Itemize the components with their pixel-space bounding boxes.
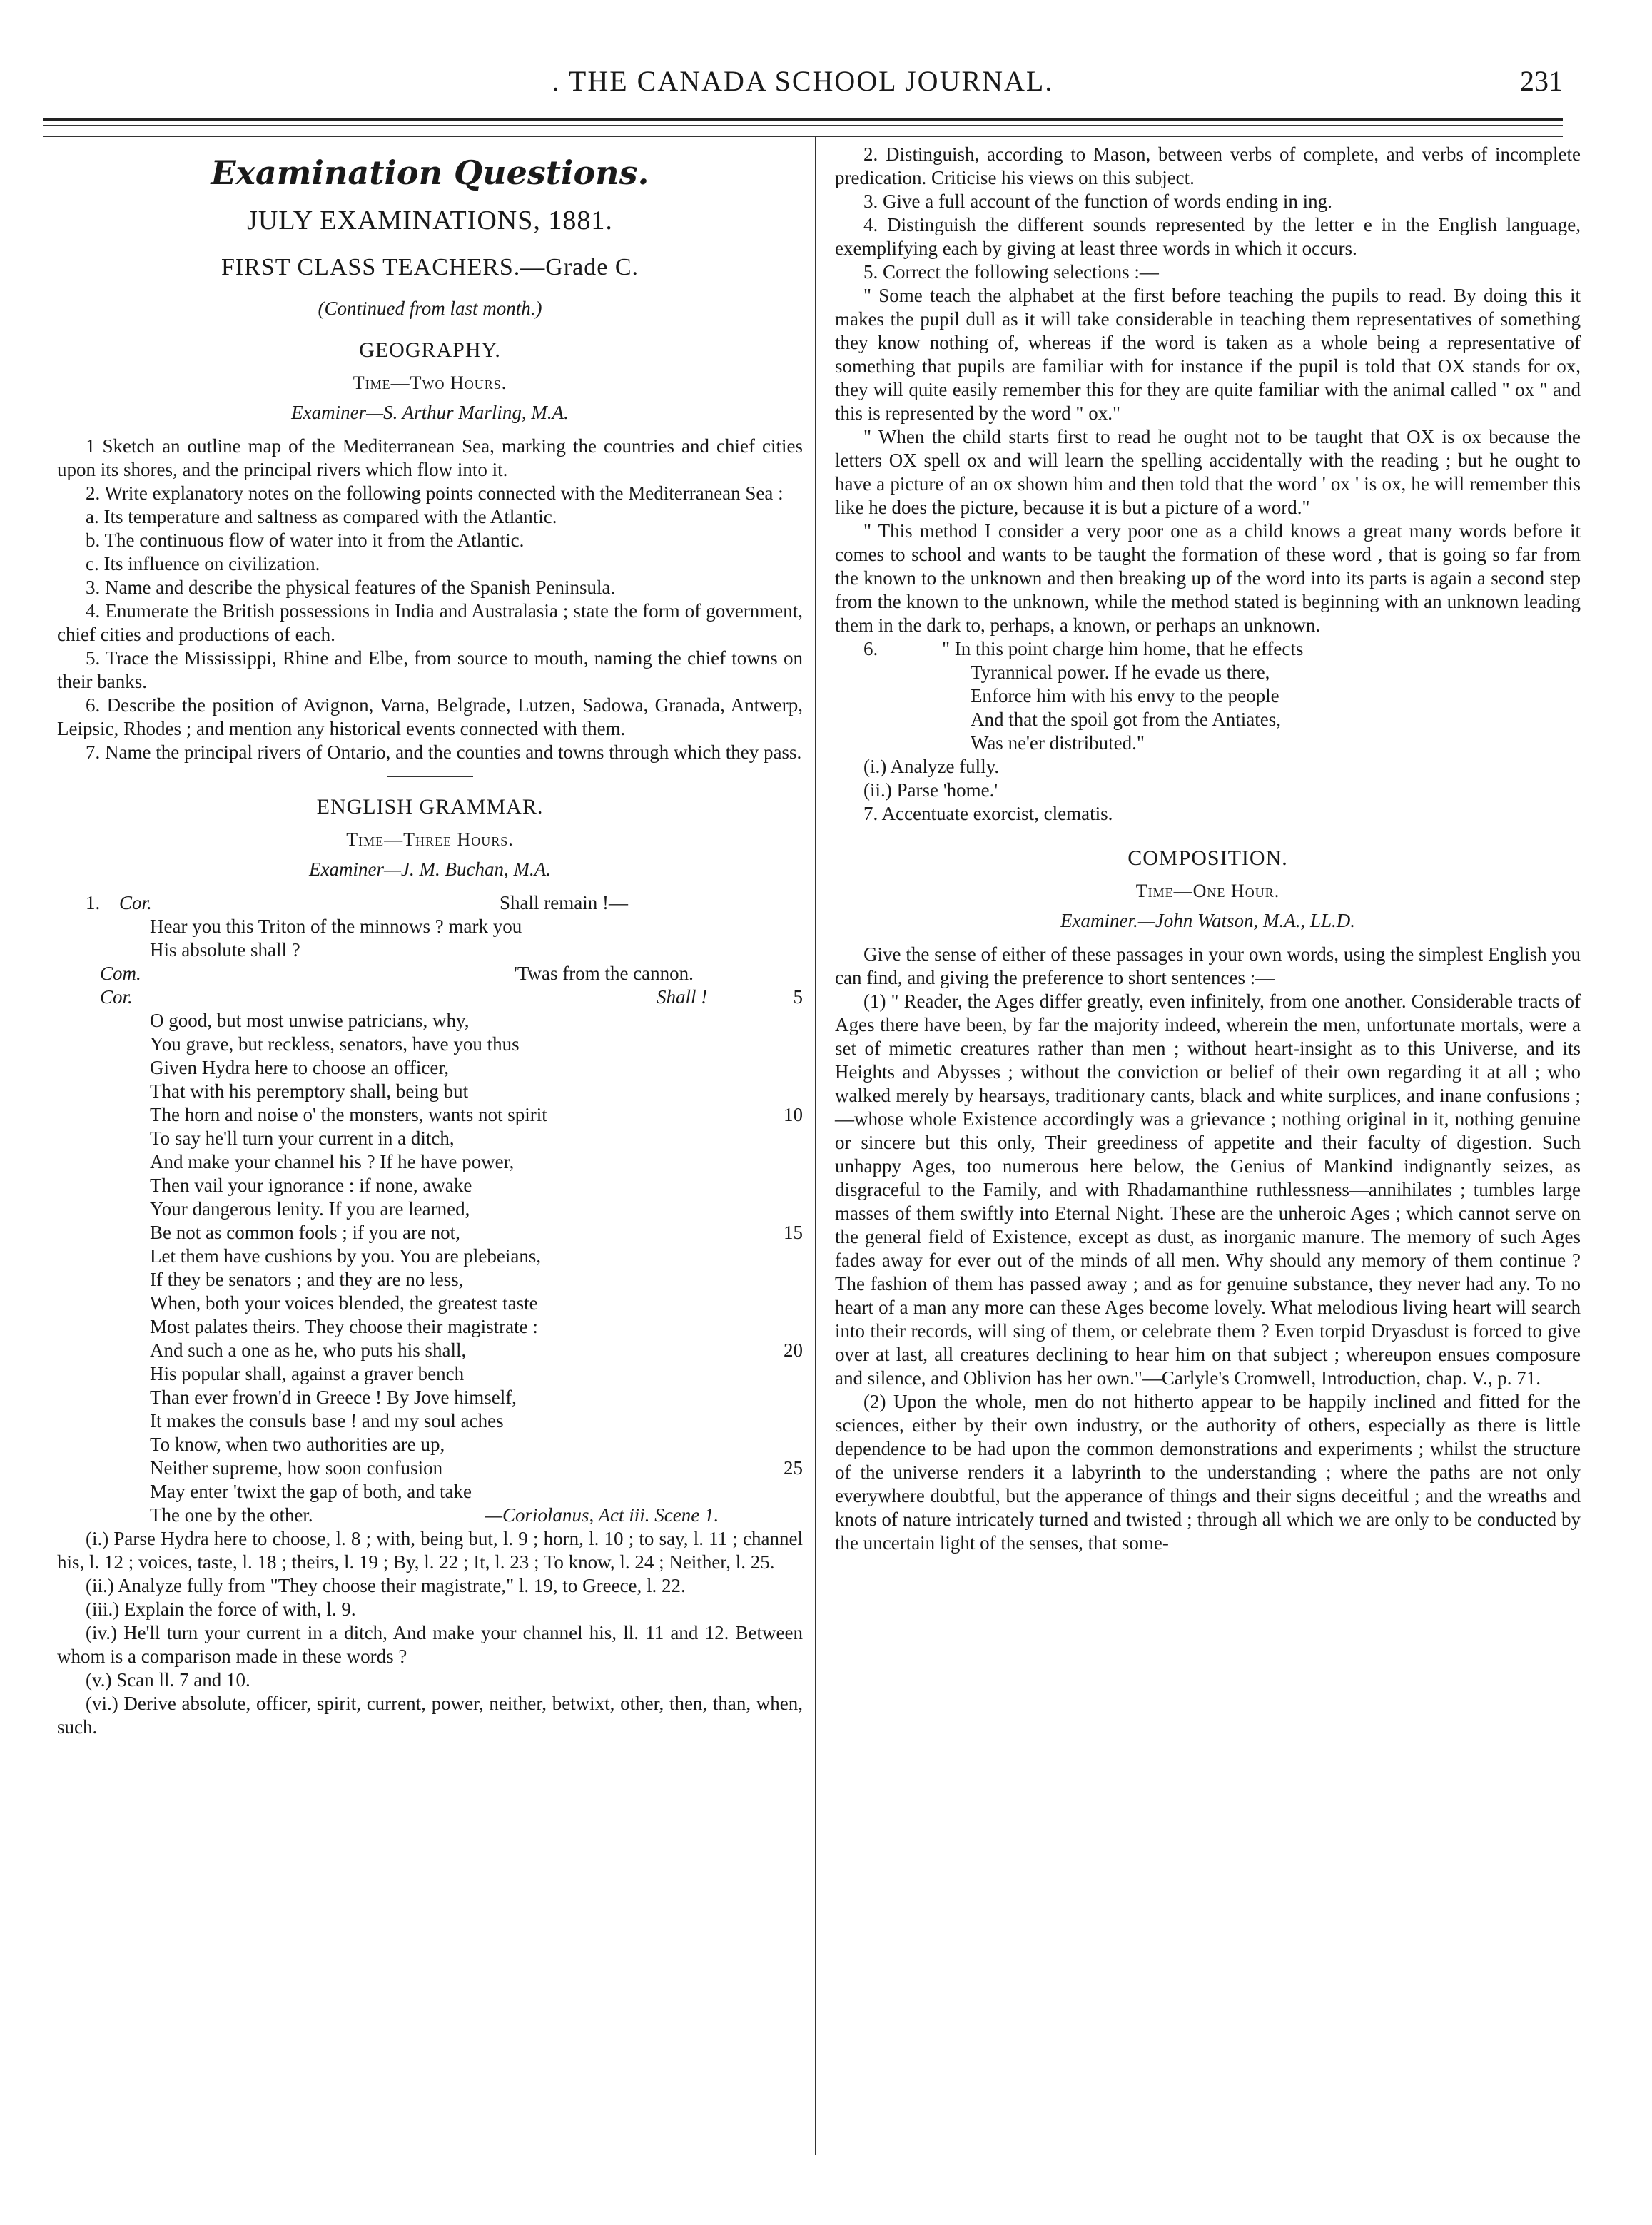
verse-line bbox=[100, 985, 803, 1009]
section-title: Examination Questions. bbox=[211, 153, 649, 192]
continued-note: (Continued from last month.) bbox=[318, 298, 542, 319]
verse-line bbox=[150, 1103, 803, 1127]
question-number: 6. bbox=[863, 638, 878, 659]
geo-question: 3. Name and describe the physical features of the Spanish Peninsula. bbox=[86, 577, 616, 598]
column-divider bbox=[815, 136, 816, 2155]
verse-line bbox=[150, 1245, 774, 1268]
verse-text: It makes the consuls base ! and my soul aches bbox=[150, 1410, 504, 1431]
verse-line bbox=[150, 1127, 774, 1150]
verse-line bbox=[150, 1504, 774, 1527]
speaker: Com. bbox=[100, 963, 141, 984]
question-number: 1. bbox=[86, 892, 101, 913]
grammar-parts bbox=[57, 1527, 803, 1739]
geo-question: a. Its temperature and saltness as compared with the Atlantic. bbox=[86, 506, 557, 527]
grammar-question: 2. Distinguish, according to Mason, between verbs of complete, and verbs of incomplete predication. Criticise his views on this subject. bbox=[835, 143, 1581, 188]
verse-line bbox=[150, 1339, 803, 1362]
geo-question: 2. Write explanatory notes on the following points connected with the Mediterranean Sea : bbox=[86, 482, 784, 504]
verse-text: The one by the other. bbox=[150, 1504, 313, 1526]
verse-text: Most palates theirs. They choose their magistrate : bbox=[150, 1316, 538, 1337]
verse-text: To say he'll turn your current in a ditch, bbox=[150, 1127, 455, 1149]
verse-text: You grave, but reckless, senators, have you thus bbox=[150, 1033, 520, 1055]
right-column bbox=[835, 143, 1581, 1555]
line-number: 25 bbox=[784, 1457, 803, 1479]
verse-text: Your dangerous lenity. If you are learned, bbox=[150, 1198, 470, 1220]
verse-line bbox=[100, 962, 774, 985]
grammar-subject: ENGLISH GRAMMAR. bbox=[316, 795, 544, 818]
verse-line: His absolute shall ? bbox=[150, 939, 300, 961]
grammar-time: Time—Three Hours. bbox=[346, 829, 514, 850]
verse-text: Given Hydra here to choose an officer, bbox=[150, 1057, 450, 1078]
grade-title: FIRST CLASS TEACHERS.—Grade C. bbox=[221, 254, 639, 280]
verse-text: His popular shall, against a graver bench bbox=[150, 1363, 465, 1384]
coriolanus-passage bbox=[57, 891, 803, 1527]
verse-line bbox=[150, 1174, 774, 1197]
grammar-question: 7. Accentuate exorcist, clematis. bbox=[863, 803, 1113, 824]
geo-question: 5. Trace the Mississippi, Rhine and Elbe, from source to mouth, naming the chief towns on their banks. bbox=[57, 647, 803, 692]
grammar-question: 5. Correct the following selections :— bbox=[863, 261, 1159, 283]
verse-lines bbox=[150, 1009, 803, 1504]
verse-line bbox=[150, 1433, 774, 1456]
verse-text: That with his peremptory shall, being but bbox=[150, 1080, 469, 1102]
geography-subject: GEOGRAPHY. bbox=[359, 338, 501, 362]
verse-text: Neither supreme, how soon confusion bbox=[150, 1457, 443, 1479]
grammar-question: 3. Give a full account of the function of words ending in ing. bbox=[863, 191, 1332, 212]
running-head bbox=[43, 64, 1563, 107]
grammar-question: 4. Distinguish the different sounds represented by the letter e in the English language, exemplifying each by giving at least three words in which it occurs. bbox=[835, 214, 1581, 259]
verse-line bbox=[150, 1409, 774, 1433]
geography-examiner: Examiner—S. Arthur Marling, M.A. bbox=[291, 402, 569, 423]
verse-line bbox=[150, 1221, 803, 1245]
line-number: 5 bbox=[793, 986, 803, 1008]
geo-question: c. Its influence on civilization. bbox=[86, 553, 320, 574]
citation: —Coriolanus, Act iii. Scene 1. bbox=[485, 1504, 719, 1526]
verse-line bbox=[150, 1362, 774, 1386]
verse-line bbox=[150, 1009, 774, 1033]
verse-line bbox=[150, 1150, 774, 1174]
exam-title: JULY EXAMINATIONS, 1881. bbox=[247, 206, 613, 235]
composition-passage-one: (1) " Reader, the Ages differ greatly, even infinitely, from one another. Considerable tracts of Ages there have been, by far the majority indeed, wherein the men, unfortunate mortals, were a set of mimetic creatures rather than men ; without heart-insight as to this Universe, and its Heights and Abysses ; without the conviction or belief of their own regarding it at all ; who walked merely by hearsays, traditionary cants, black and white surplices, and inane confusions ;—whose whole Existence accordingly was a grievance ; nothing original in it, nothing genuine or sincere but this only, Their greediness of appetite and their faculty of digestion. Such unhappy Ages, too numerous here below, the Genius of Mankind indignantly seizes, as disgraceful to the Family, and with Rhadamanthine ruthlessness—annihilates ; tumbles large masses of them swiftly into Eternal Night. These are the unheroic Ages ; which cannot serve on the general field of Existence, except as dust, as inorganic manure. The memory of such Ages fades away for ever out of the minds of all men. Why should any memory of them continue ? The fashion of them has passed away ; and as for genuine substance, they never had any. To no heart of a man any more can these Ages become lovely. What melodious living heart will search into their records, will sing of them, or celebrate them ? Even torpid Dryasdust is forced to give over at last, all creatures declining to hear him on that subject ; whereupon ensues composure and silence, and Oblivion has her own."—Carlyle's Cromwell, Introduction, chap. V., p. 71. bbox=[835, 990, 1581, 1389]
verse-line: Hear you this Triton of the minnows ? mark you bbox=[150, 916, 522, 937]
question-six-verse bbox=[835, 637, 1581, 755]
verse-text: Shall remain !— bbox=[500, 892, 628, 913]
grammar-part: (v.) Scan ll. 7 and 10. bbox=[86, 1669, 250, 1691]
page-number: 231 bbox=[1520, 65, 1563, 97]
grammar-part: (iv.) He'll turn your current in a ditch, And make your channel his, ll. 11 and 12. Between whom is a comparison made in these words ? bbox=[57, 1622, 803, 1667]
verse-text: Then vail your ignorance : if none, awake bbox=[150, 1175, 472, 1196]
verse-line: Enforce him with his envy to the people bbox=[971, 685, 1279, 706]
verse-line bbox=[150, 1080, 774, 1103]
grammar-part: (vi.) Derive absolute, officer, spirit, current, power, neither, betwixt, other, then, than, when, such. bbox=[57, 1693, 803, 1738]
section-divider bbox=[387, 776, 473, 777]
composition-subject: COMPOSITION. bbox=[1127, 846, 1288, 870]
geo-question: b. The continuous flow of water into it from the Atlantic. bbox=[86, 529, 525, 551]
verse-line bbox=[150, 1056, 774, 1080]
verse-text: If they be senators ; and they are no less, bbox=[150, 1269, 464, 1290]
verse-text: Shall ! bbox=[657, 986, 708, 1008]
verse-line bbox=[150, 1033, 774, 1056]
verse-line: " In this point charge him home, that he effects bbox=[942, 638, 1304, 659]
left-column bbox=[57, 143, 803, 1739]
grammar-examiner: Examiner—J. M. Buchan, M.A. bbox=[309, 858, 551, 880]
selection-paragraph: " This method I consider a very poor one as a child knows a great many words before it comes to school and wants to be taught the formation of these word , that is going so far from the known to the unknown and then breaking up of the word into its parts is again a second step from the known to the unknown, while the method stated is beginning with an unknown leading them in the dark to, perhaps, a known, or perhaps an unknown. bbox=[835, 520, 1581, 636]
line-number: 20 bbox=[784, 1339, 803, 1361]
verse-text: And make your channel his ? If he have power, bbox=[150, 1151, 515, 1172]
selection-paragraph: " When the child starts first to read he ought not to be taught that OX is ox because the letters OX spell ox and will learn the spelling accidentally with the reading ; but he ought to have a picture of an ox shown him and then told that the word ' ox ' is ox, he will remember this like he does the picture, because it is but a picture of a word." bbox=[835, 426, 1581, 518]
composition-time: Time—One Hour. bbox=[1135, 881, 1280, 901]
composition-passage-two: (2) Upon the whole, men do not hitherto appear to be happily inclined and fitted for the sciences, either by their own industry, or the authority of others, especially as there is little dependence to be had upon the common demonstrations and experiments ; whilst the structure of the universe renders it a labyrinth to the understanding ; where the paths are not only everywhere doubtful, but the apperance of things and their signs deceitful ; and the wreaths and knots of nature intricately turned and twisted ; through all which we are only to be conducted by the uncertain light of the senses, that some- bbox=[835, 1391, 1581, 1554]
line-number: 15 bbox=[784, 1222, 803, 1243]
journal-title: . THE CANADA SCHOOL JOURNAL. bbox=[552, 65, 1054, 97]
speaker: Cor. bbox=[119, 892, 152, 913]
verse-line bbox=[150, 1480, 774, 1504]
question-six-part: (ii.) Parse 'home.' bbox=[863, 779, 998, 801]
selection-paragraph: " Some teach the alphabet at the first before teaching the pupils to read. By doing this it makes the pupil dull as it will take considerable in teaching them representatives of something they know nothing of, whereas if the word is taken as a whole being a representative of something that pupils are familiar with for instance if the pupil is told that OX stands for ox, they will quite easily remember this for they are quite familiar with the animal called " ox " and this is represented by the word " ox." bbox=[835, 285, 1581, 424]
header-rule bbox=[43, 118, 1563, 121]
grammar-part: (iii.) Explain the force of with, l. 9. bbox=[86, 1598, 356, 1620]
geography-time: Time—Two Hours. bbox=[353, 372, 507, 393]
geo-question: 4. Enumerate the British possessions in India and Australasia ; state the form of government, chief cities and productions of each. bbox=[57, 600, 803, 645]
verse-line bbox=[150, 1292, 774, 1315]
verse-text: May enter 'twixt the gap of both, and take bbox=[150, 1481, 472, 1502]
verse-text: Let them have cushions by you. You are plebeians, bbox=[150, 1245, 542, 1267]
verse-line bbox=[86, 891, 774, 915]
composition-intro: Give the sense of either of these passages in your own words, using the simplest English you can find, and giving the preference to short sentences :— bbox=[835, 943, 1581, 988]
question-six-part: (i.) Analyze fully. bbox=[863, 756, 1000, 777]
verse-text: When, both your voices blended, the greatest taste bbox=[150, 1292, 538, 1314]
header-rule-lower bbox=[43, 136, 1563, 137]
verse-text: The horn and noise o' the monsters, wants not spirit bbox=[150, 1104, 547, 1125]
verse-text: 'Twas from the cannon. bbox=[514, 963, 694, 984]
verse-text: To know, when two authorities are up, bbox=[150, 1434, 445, 1455]
geo-question: 6. Describe the position of Avignon, Varna, Belgrade, Lutzen, Sadowa, Granada, Antwerp, Leipsic, Rhodes ; and mention any historical events connected with them. bbox=[57, 694, 803, 739]
composition-examiner: Examiner.—John Watson, M.A., LL.D. bbox=[1060, 910, 1355, 931]
verse-line: Tyrannical power. If he evade us there, bbox=[971, 662, 1270, 683]
geo-question: 1 Sketch an outline map of the Mediterranean Sea, marking the countries and chief cities upon its shores, and the principal rivers which flow into it. bbox=[57, 435, 803, 480]
grammar-part: (i.) Parse Hydra here to choose, l. 8 ; with, being but, l. 9 ; horn, l. 10 ; to say, l. 11 ; channel his, l. 12 ; voices, taste, l. 18 ; theirs, l. 19 ; By, l. 22 ; It, l. 23 ; To know, l. 24 ; Neither, l. 25. bbox=[57, 1528, 803, 1573]
grammar-part: (ii.) Analyze fully from "They choose their magistrate," l. 19, to Greece, l. 22. bbox=[86, 1575, 686, 1596]
verse-line bbox=[150, 1456, 803, 1480]
geography-questions bbox=[57, 435, 803, 764]
verse-line bbox=[150, 1268, 774, 1292]
line-number: 10 bbox=[784, 1104, 803, 1125]
verse-line: Was ne'er distributed." bbox=[971, 732, 1145, 754]
verse-line bbox=[150, 1197, 774, 1221]
speaker: Cor. bbox=[100, 986, 133, 1008]
verse-line bbox=[150, 1315, 774, 1339]
header-rule-thin bbox=[43, 125, 1563, 126]
verse-text: Be not as common fools ; if you are not, bbox=[150, 1222, 460, 1243]
verse-text: Than ever frown'd in Greece ! By Jove himself, bbox=[150, 1387, 517, 1408]
geo-question: 7. Name the principal rivers of Ontario, and the counties and towns through which they pass. bbox=[86, 741, 802, 763]
verse-text: And such a one as he, who puts his shall, bbox=[150, 1339, 467, 1361]
verse-text: O good, but most unwise patricians, why, bbox=[150, 1010, 470, 1031]
verse-line bbox=[150, 1386, 774, 1409]
verse-line: And that the spoil got from the Antiates, bbox=[971, 709, 1281, 730]
